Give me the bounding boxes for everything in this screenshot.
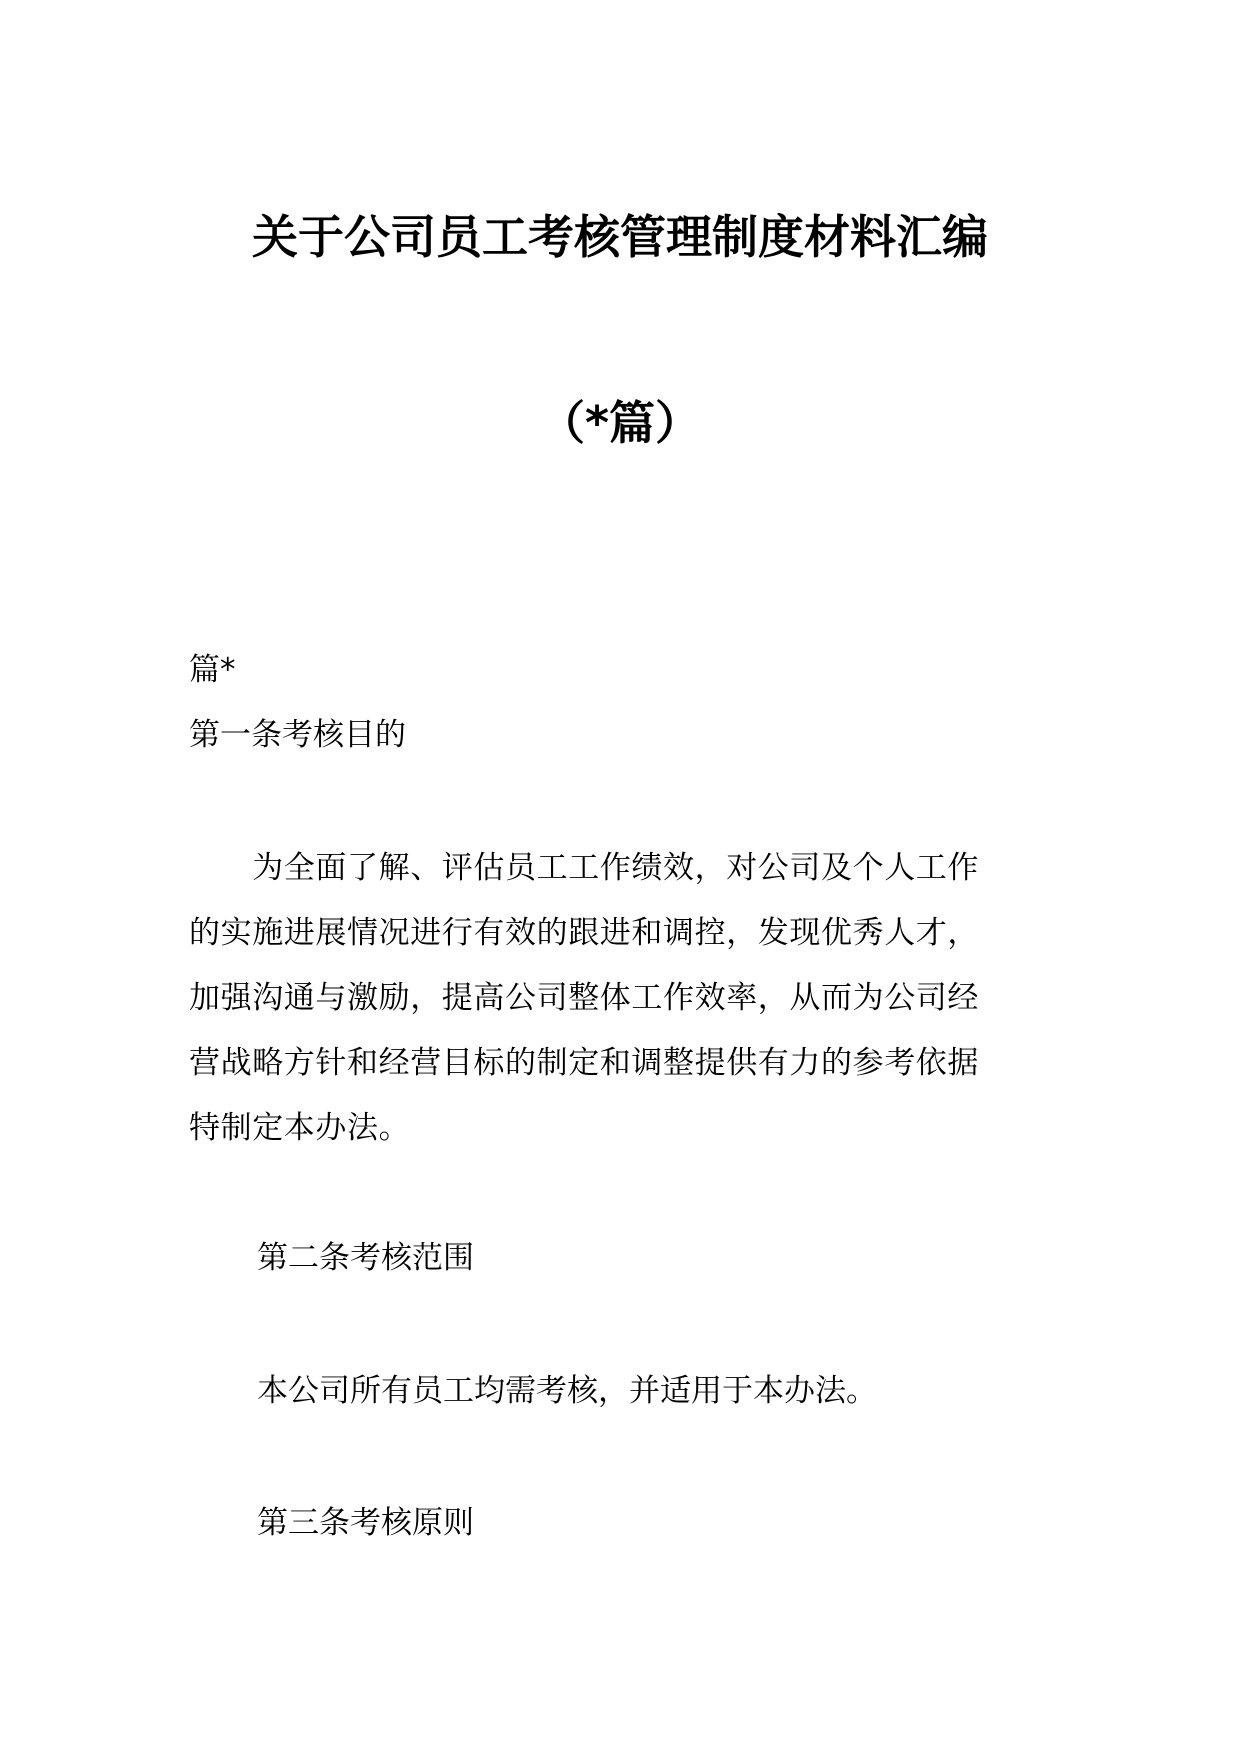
section-marker: 篇* xyxy=(189,652,236,688)
document-subtitle: （*篇） xyxy=(538,396,702,450)
paragraph-line: 特制定本办法。 xyxy=(189,1110,411,1146)
article1-paragraph xyxy=(189,836,1064,1161)
paragraph-line: 为全面了解、评估员工工作绩效，对公司及个人工作 xyxy=(189,850,979,886)
paragraph-line: 加强沟通与激励，提高公司整体工作效率，从而为公司经 xyxy=(189,980,979,1016)
document-title: 关于公司员工考核管理制度材料汇编 xyxy=(252,210,988,264)
article3-heading: 第三条考核原则 xyxy=(257,1505,474,1541)
article2-text: 本公司所有员工均需考核，并适用于本办法。 xyxy=(257,1373,877,1409)
article2-heading: 第二条考核范围 xyxy=(257,1240,474,1276)
article1-heading: 第一条考核目的 xyxy=(189,717,406,753)
paragraph-line: 营战略方针和经营目标的制定和调整提供有力的参考依据 xyxy=(189,1045,979,1081)
paragraph-line: 的实施进展情况进行有效的跟进和调控，发现优秀人才， xyxy=(189,915,979,951)
